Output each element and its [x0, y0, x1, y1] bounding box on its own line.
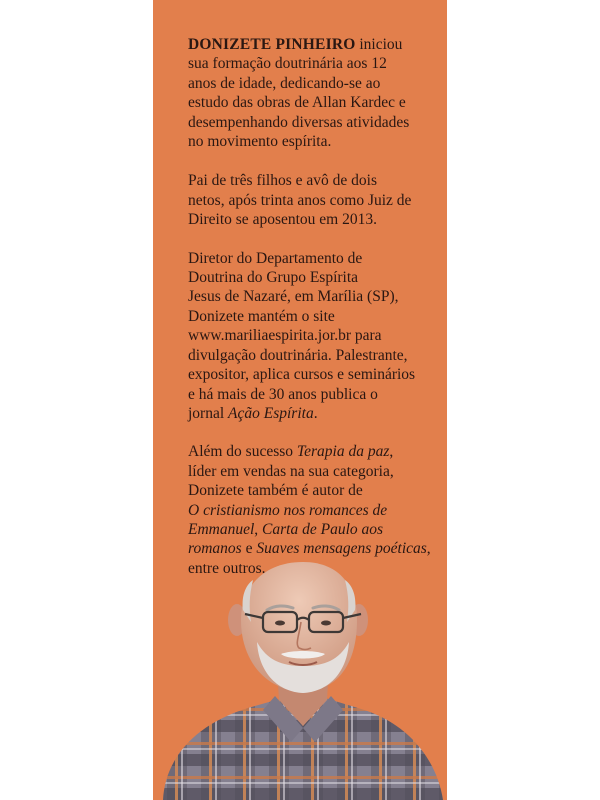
- bio-paragraph-2: Pai de três filhos e avô de dois netos, após trinta anos como Juiz de Direito se aposentou em 2013.: [188, 172, 412, 229]
- book-title-suaves: Suaves mensagens poéticas: [256, 540, 427, 558]
- book-title-carta: Carta de Paulo aos: [262, 520, 384, 538]
- bio-paragraph-4: Além do sucesso Terapia da paz, líder em vendas na sua categoria, Donizete também é autor de O cristianismo nos romances de Emmanuel, Carta de Paulo aos romanos e Suaves mensagens poéticas, entre outros.: [188, 443, 431, 577]
- bio-paragraph-1: DONIZETE PINHEIRO iniciou sua formação doutrinária aos 12 anos de idade, dedicando-se ao estudo das obras de Allan Kardec e desempenhando diversas atividades no movimento espírita.: [188, 36, 410, 151]
- author-name: DONIZETE PINHEIRO: [188, 36, 356, 53]
- author-bio: [188, 35, 438, 597]
- book-title-cristianismo: O cristianismo nos romances de: [188, 501, 388, 519]
- author-portrait: [153, 550, 447, 800]
- newspaper-title: Ação Espírita: [228, 404, 314, 422]
- bio-paragraph-3: Diretor do Departamento de Doutrina do Grupo Espírita Jesus de Nazaré, em Marília (SP), Donizete mantém o site www.mariliaespirita.jor.br para divulgação doutrinária. Palestrante, expositor, aplica cursos e seminários e há mais de 30 anos publica o jornal Ação Espírita.: [188, 249, 416, 422]
- book-title-terapia: Terapia da paz: [296, 443, 390, 461]
- website-url: www.mariliaespirita.jor.br para: [188, 327, 382, 345]
- bio-panel: [153, 0, 447, 800]
